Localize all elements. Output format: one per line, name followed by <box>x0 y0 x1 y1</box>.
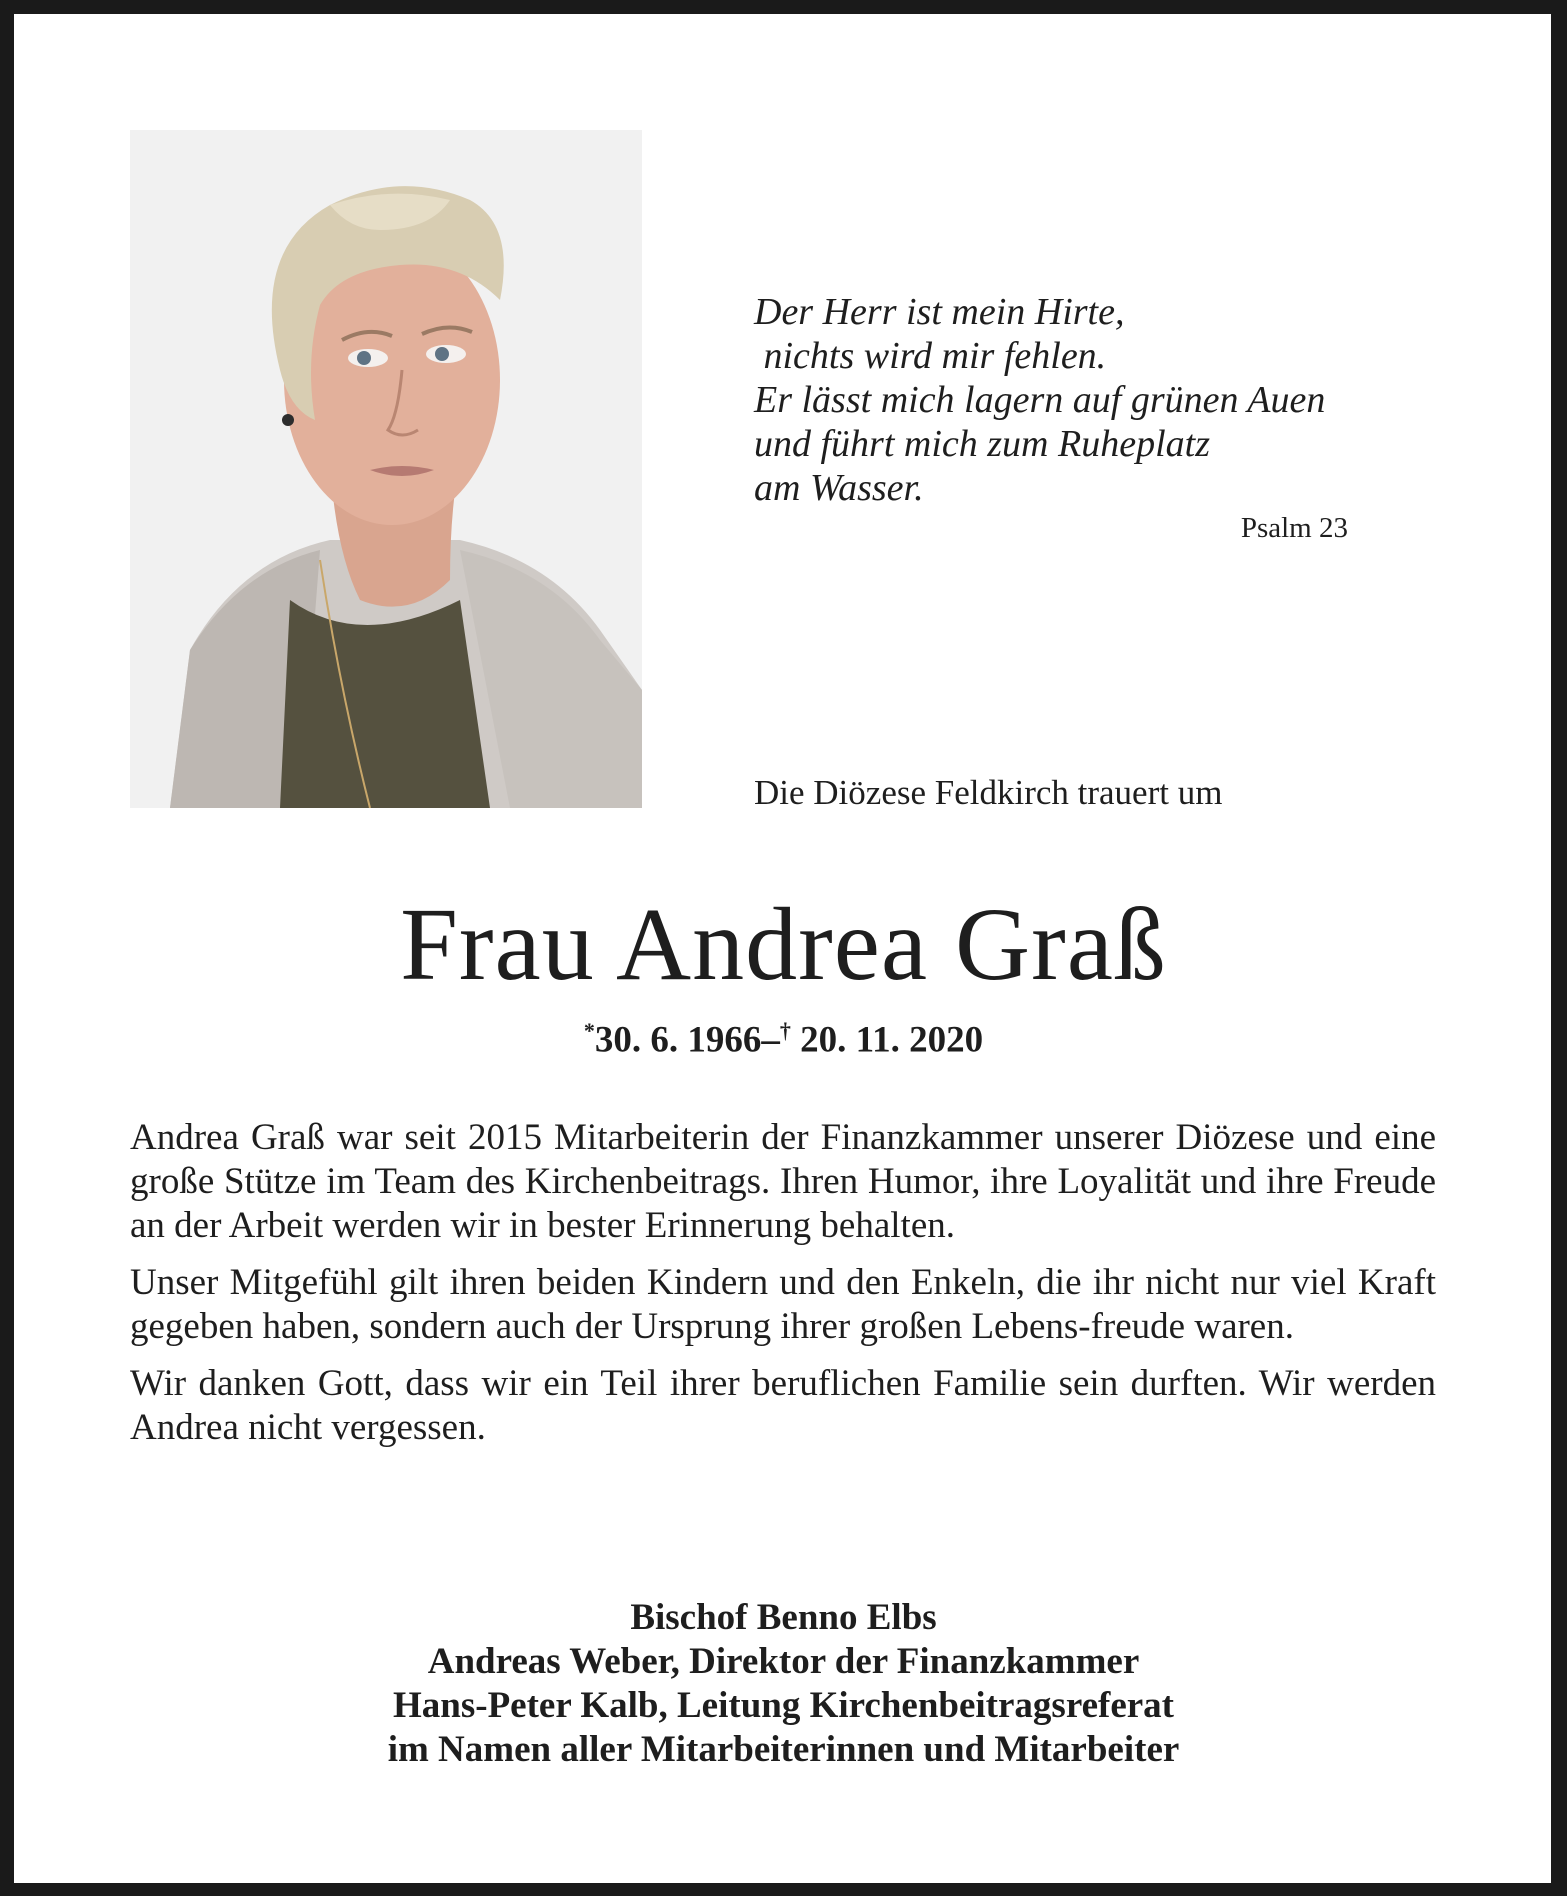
date-separator: – <box>761 1019 780 1061</box>
paragraph: Wir danken Gott, dass wir ein Teil ihrer beruflichen Familie sein durften. Wir werden Andrea nicht vergessen. <box>130 1363 1436 1448</box>
quote-line: Er lässt mich lagern auf grünen Auen <box>754 379 1326 421</box>
quote-line: Der Herr ist mein Hirte, <box>754 291 1125 333</box>
quote-line: und führt mich zum Ruheplatz <box>754 423 1210 465</box>
portrait-photo <box>130 130 642 808</box>
signature-line: Bischof Benno Elbs <box>630 1597 937 1638</box>
mourning-intro: Die Diözese Feldkirch trauert um <box>754 773 1223 812</box>
portrait-illustration <box>130 130 642 808</box>
birth-symbol: * <box>583 1018 595 1043</box>
birth-date: 30. 6. 1966 <box>594 1019 762 1061</box>
paragraph: Unser Mitgefühl gilt ihren beiden Kindern und den Enkeln, die ihr nicht nur viel Kraft gegeben haben, sondern auch der Ursprung ihrer großen Lebens-freude waren. <box>130 1262 1436 1347</box>
quote-source: Psalm 23 <box>1240 512 1348 544</box>
death-date: 20. 11. 2020 <box>800 1019 984 1061</box>
signature-line: Andreas Weber, Direktor der Finanzkammer <box>427 1641 1140 1682</box>
signature-line: Hans-Peter Kalb, Leitung Kirchenbeitragsreferat <box>393 1685 1174 1726</box>
signatures-block <box>0 1596 1567 1772</box>
paragraph: Andrea Graß war seit 2015 Mitarbeiterin der Finanzkammer unserer Diözese und eine große Stütze im Team des Kirchenbeitrags. Ihren Humor, ihre Loyalität und ihre Freude an der Arbeit werden wir in bester Erinnerung behalten. <box>130 1117 1436 1246</box>
obituary-text <box>130 1116 1436 1463</box>
death-symbol: † <box>779 1018 791 1043</box>
quote-line: nichts wird mir fehlen. <box>754 335 1107 377</box>
quote-line: am Wasser. <box>754 467 924 509</box>
deceased-name: Frau Andrea Graß <box>400 887 1167 1002</box>
psalm-quote <box>754 290 1354 510</box>
life-dates <box>0 1018 1567 1061</box>
signature-line: im Namen aller Mitarbeiterinnen und Mitarbeiter <box>387 1729 1180 1770</box>
